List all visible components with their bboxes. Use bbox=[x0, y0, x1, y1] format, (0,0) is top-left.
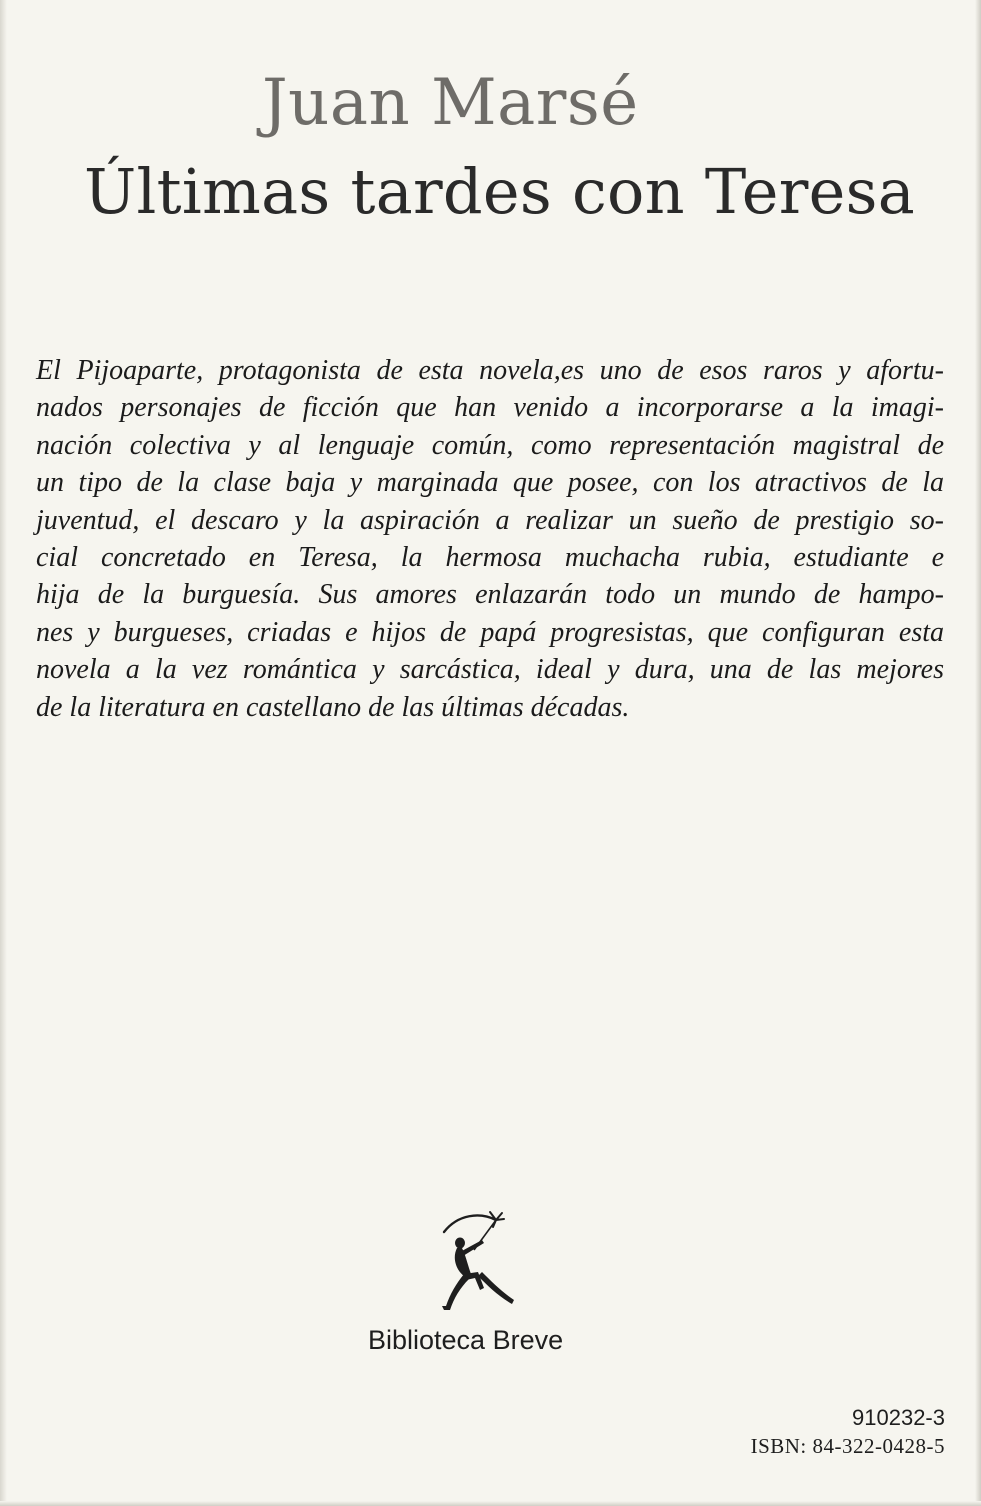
blurb-line: novela a la vez romántica y sarcástica, ideal y dura, una de las mejores bbox=[36, 654, 944, 686]
blurb-line: hija de la burguesía. Sus amores enlazarán todo un mundo de hampo- bbox=[36, 579, 944, 611]
cover-left-edge bbox=[0, 0, 7, 1506]
blurb-line: El Pijoaparte, protagonista de esta novela,es uno de esos raros y afortu- bbox=[36, 355, 944, 386]
book-title: Últimas tardes con Teresa bbox=[84, 155, 916, 228]
product-code: 910232-3 bbox=[852, 1405, 945, 1430]
synopsis-blurb bbox=[36, 352, 944, 726]
author-name: Juan Marsé bbox=[262, 66, 639, 140]
cover-bottom-edge bbox=[0, 1501, 981, 1506]
blurb-line: nación colectiva y al lenguaje común, como representación magistral de bbox=[36, 429, 944, 461]
blurb-line: juventud, el descaro y la aspiración a realizar un sueño de prestigio so- bbox=[36, 504, 944, 536]
cover-right-edge bbox=[975, 0, 981, 1506]
blurb-line: cial concretado en Teresa, la hermosa muchacha rubia, estudiante e bbox=[36, 541, 944, 573]
blurb-line: un tipo de la clase baja y marginada que posee, con los atractivos de la bbox=[36, 467, 944, 499]
isbn-number: ISBN: 84-322-0428-5 bbox=[750, 1434, 945, 1458]
blurb-line: nados personajes de ficción que han venido a incorporarse a la imagi- bbox=[36, 392, 944, 424]
blurb-line: nes y burgueses, criadas e hijos de papá progresistas, que configuran esta bbox=[36, 616, 944, 648]
blurb-line: de la literatura en castellano de las últimas décadas. bbox=[36, 691, 630, 723]
publisher-imprint: Biblioteca Breve bbox=[368, 1325, 564, 1355]
archer-figure-icon bbox=[438, 1210, 518, 1320]
